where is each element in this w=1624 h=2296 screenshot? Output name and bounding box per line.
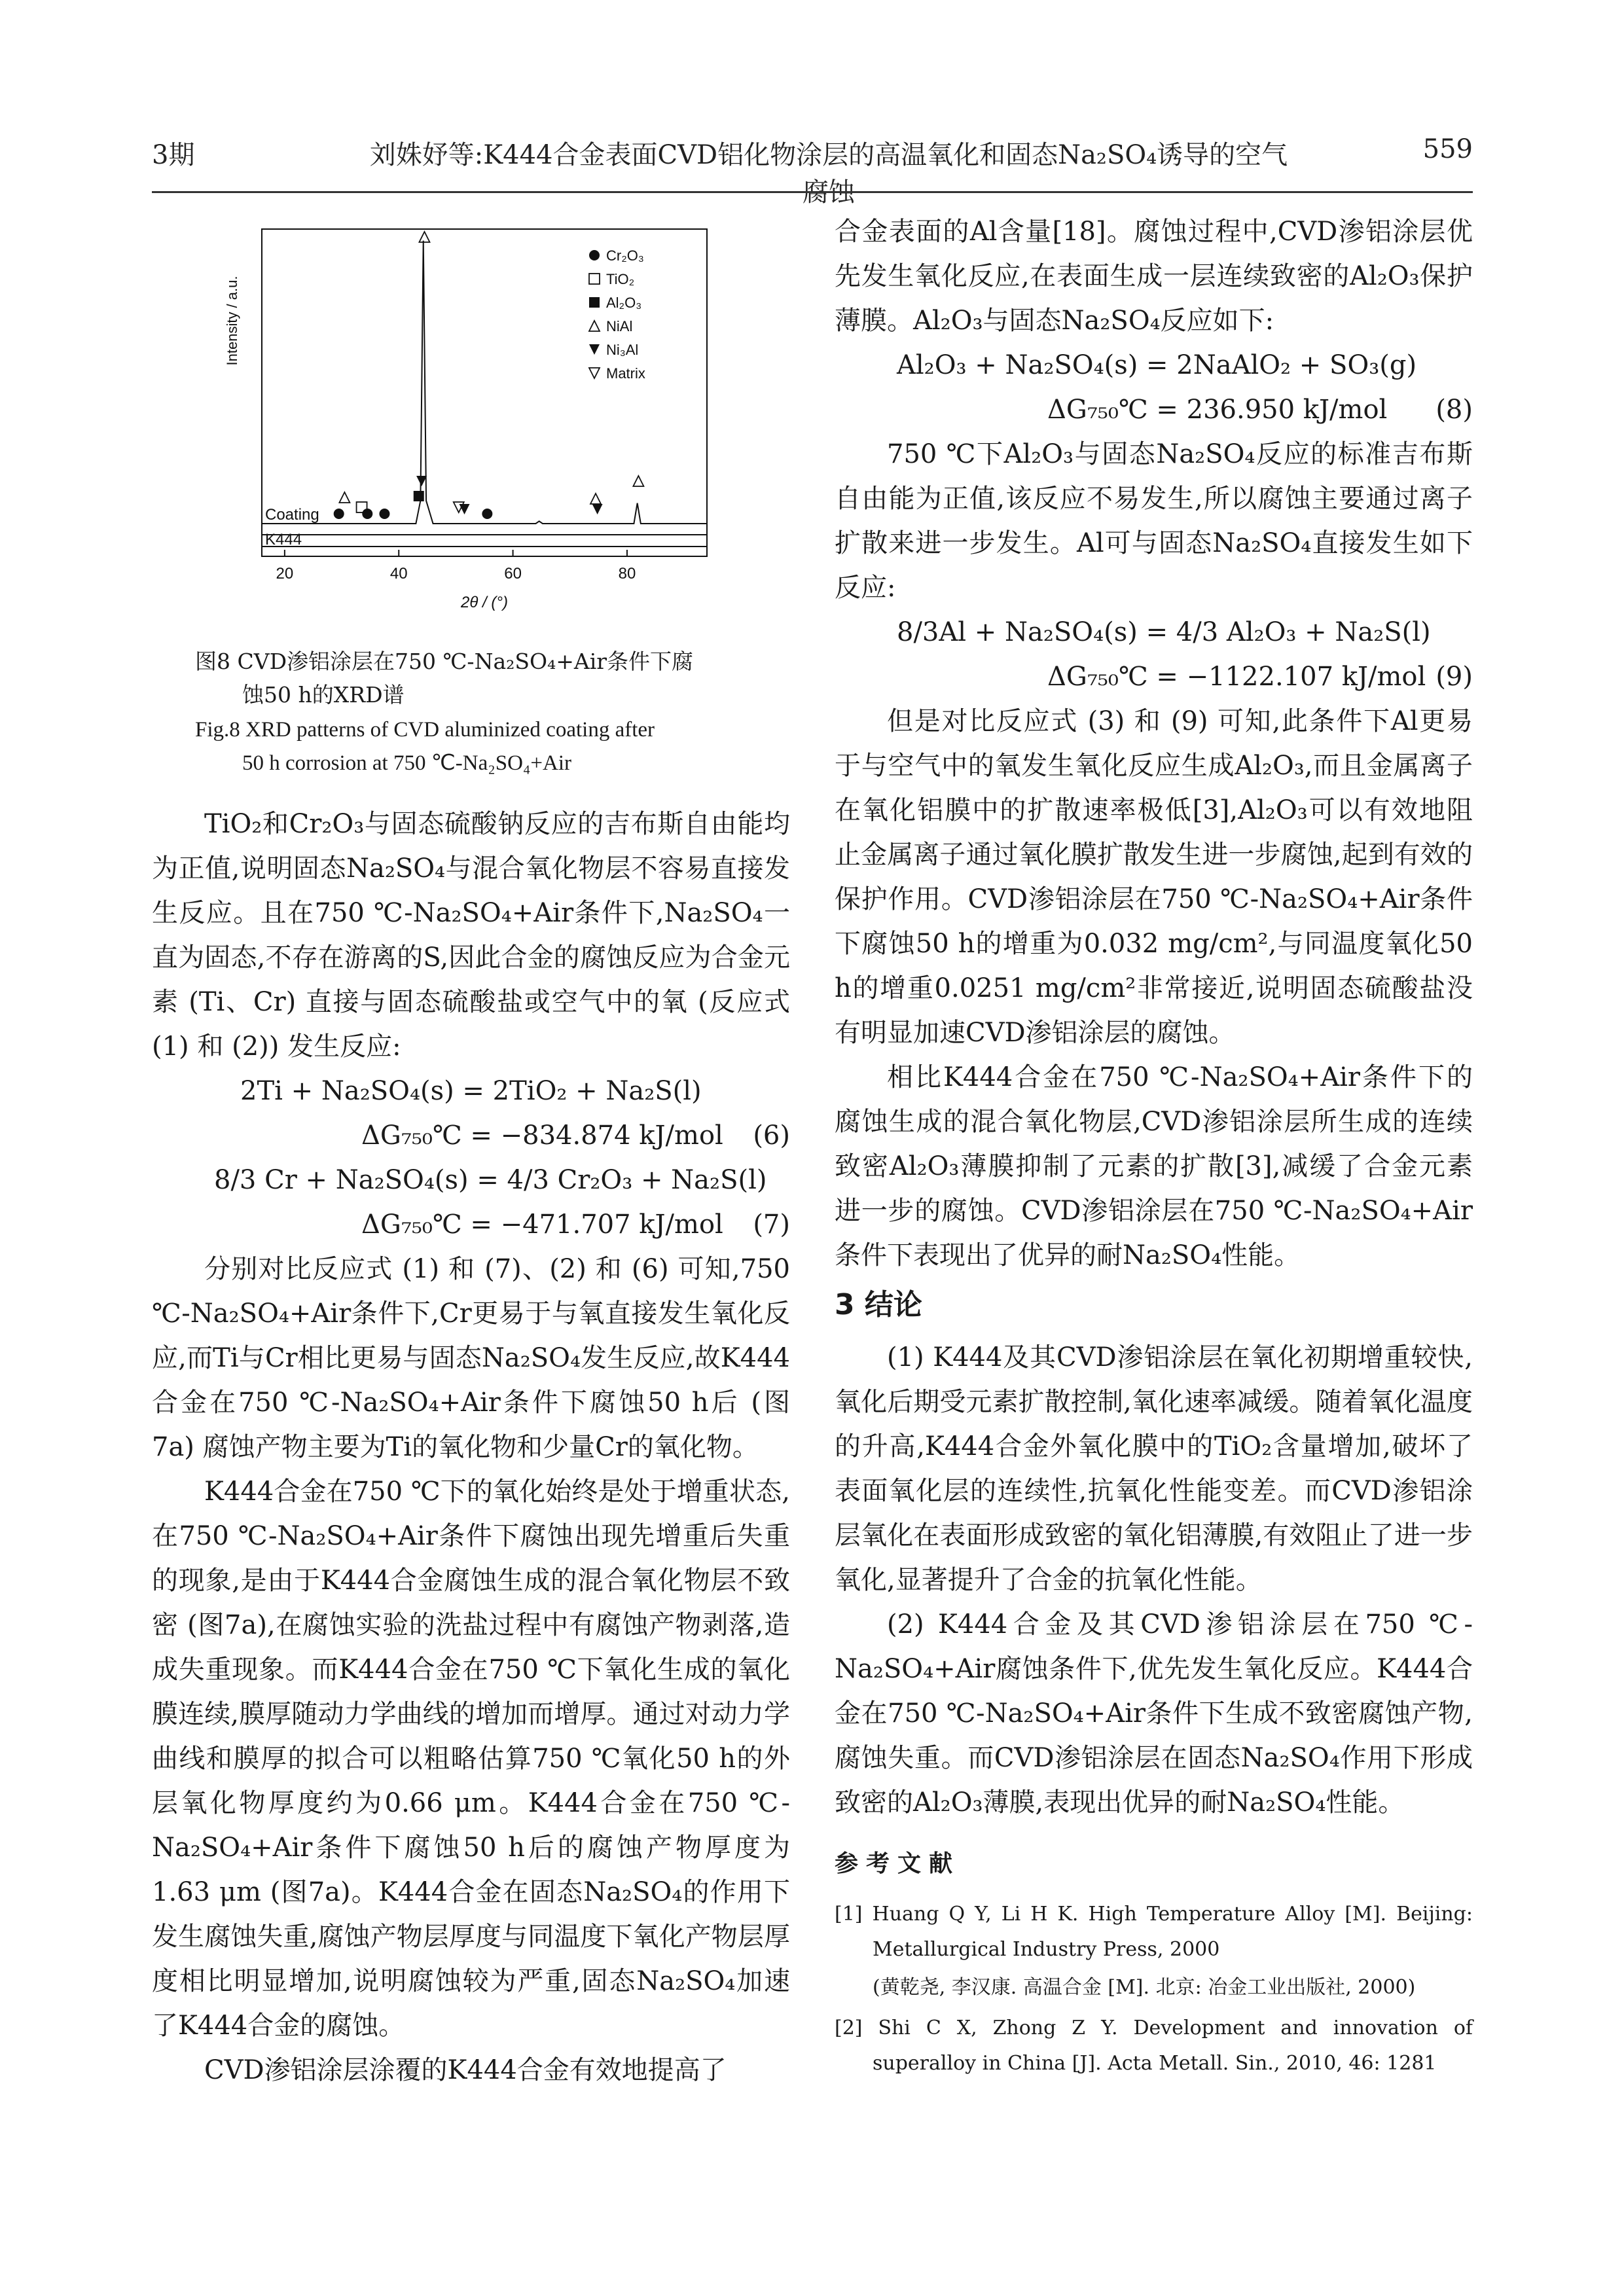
paragraph: TiO₂和Cr₂O₃与固态硫酸钠反应的吉布斯自由能均为正值,说明固态Na₂SO₄与混合氧化物层不容易直接发生反应。且在750 ℃-Na₂SO₄+Air条件下,Na₂SO₄一直为固态,不存在游离的S,因此合金的腐蚀反应为合金元素 (Ti、Cr) 直接与固态硫酸盐或空气中的氧 (反应式 (1) 和 (2)) 发生反应:	[152, 809, 790, 1062]
x-tick-label: 60	[504, 565, 522, 583]
reference-item: [1] Huang Q Y, Li H K. High Temperature Alloy [M]. Beijing: Metallurgical Industry Press, 2000	[835, 1903, 1473, 1961]
equation-number: (8)	[1435, 395, 1473, 425]
equation-number: (7)	[753, 1210, 790, 1240]
paragraph: (2) K444合金及其CVD渗铝涂层在750 ℃-Na₂SO₄+Air腐蚀条件下,优先发生氧化反应。K444合金在750 ℃-Na₂SO₄+Air条件下生成不致密腐蚀产物,腐蚀失重。而CVD渗铝涂层在固态Na₂SO₄作用下形成致密的Al₂O₃薄膜,表现出优异的耐Na₂SO₄性能。	[835, 1609, 1473, 1818]
legend-symbol-open-square	[589, 274, 600, 284]
paragraph: 分别对比反应式 (1) 和 (7)、(2) 和 (6) 可知,750 ℃-Na₂SO₄+Air条件下,Cr更易于与氧直接发生氧化反应,而Ti与Cr相比更易与固态Na₂SO₄发生反应,故K444合金在750 ℃-Na₂SO₄+Air条件下腐蚀50 h后 (图7a) 腐蚀产物主要为Ti的氧化物和少量Cr的氧化物。	[152, 1254, 790, 1462]
peak-marker-filled-square	[414, 491, 424, 501]
legend-symbol-filled-triangle-down	[589, 344, 600, 355]
paragraph: CVD渗铝涂层涂覆的K444合金有效地提高了	[204, 2055, 727, 2085]
header-rule	[152, 191, 1473, 193]
series-label-coating: Coating	[265, 506, 319, 524]
issue-label: 3期	[152, 140, 195, 170]
equation-9a: 8/3Al + Na₂SO₄(s) = 4/3 Al₂O₃ + Na₂S(l)	[897, 617, 1431, 647]
paragraph: (1) K444及其CVD渗铝涂层在氧化初期增重较快,氧化后期受元素扩散控制,氧化速率减缓。随着氧化温度的升高,K444合金外氧化膜中的TiO₂含量增加,破坏了表面氧化层的连续性,抗氧化性能变差。而CVD渗铝涂层氧化在表面形成致密的氧化铝薄膜,有效阻止了进一步氧化,显著提升了合金的抗氧化性能。	[835, 1342, 1473, 1595]
legend-symbol-open-triangle-down	[589, 368, 600, 378]
equation-9b: ΔG₇₅₀℃ = −1122.107 kJ/mol (9)	[835, 655, 1473, 699]
x-axis-label: 2θ / (°)	[461, 594, 508, 611]
equation-7a: 8/3 Cr + Na₂SO₄(s) = 4/3 Cr₂O₃ + Na₂S(l)	[214, 1165, 767, 1195]
page-number: 559	[1422, 134, 1473, 164]
caption-cn-line1: 图8 CVD渗铝涂层在750 ℃-Na₂SO₄+Air条件下腐	[195, 649, 694, 674]
peak-marker-filled-triangle-down	[416, 476, 427, 486]
series-line-coating	[262, 241, 707, 524]
figure-caption-cn	[195, 645, 784, 711]
equation-number: (6)	[753, 1121, 790, 1151]
references-heading: 参考文献	[835, 1850, 961, 1877]
legend-label: Al₂O₃	[606, 295, 642, 311]
paragraph: 合金表面的Al含量[18]。腐蚀过程中,CVD渗铝涂层优先发生氧化反应,在表面生成一层连续致密的Al₂O₃保护薄膜。Al₂O₃与固态Na₂SO₄反应如下:	[835, 217, 1473, 336]
peak-marker-filled-triangle-down	[592, 504, 603, 514]
x-tick-label: 40	[389, 565, 408, 583]
running-title: 刘姝妤等:K444合金表面CVD铝化物涂层的高温氧化和固态Na₂SO₄诱导的空气腐蚀	[369, 140, 1288, 207]
legend-symbol-filled-square	[589, 297, 600, 308]
paragraph: 750 ℃下Al₂O₃与固态Na₂SO₄反应的标准吉布斯自由能为正值,该反应不易发生,所以腐蚀主要通过离子扩散来进一步发生。Al可与固态Na₂SO₄直接发生如下反应:	[835, 439, 1473, 603]
equation-7b: ΔG₇₅₀℃ = −471.707 kJ/mol (7)	[152, 1202, 790, 1247]
caption-en-line2: 50 h corrosion at 750 ℃-Na₂SO₄+Air	[242, 751, 572, 775]
peak-marker-open-triangle-up	[339, 492, 350, 503]
equation-6b: ΔG₇₅₀℃ = −834.874 kJ/mol (6)	[152, 1113, 790, 1158]
figure-caption-en	[195, 713, 784, 780]
legend-symbol-open-triangle-up	[589, 321, 600, 331]
equation-number: (9)	[1435, 662, 1473, 692]
paragraph: 相比K444合金在750 ℃-Na₂SO₄+Air条件下的腐蚀生成的混合氧化物层,CVD渗铝涂层所生成的连续致密Al₂O₃薄膜抑制了元素的扩散[3],减缓了合金元素进一步的腐蚀。CVD渗铝涂层在750 ℃-Na₂SO₄+Air条件下表现出了优异的耐Na₂SO₄性能。	[835, 1062, 1473, 1270]
legend-symbol-filled-circle	[589, 250, 600, 260]
legend-label: Cr₂O₃	[606, 247, 644, 264]
equation-6a: 2Ti + Na₂SO₄(s) = 2TiO₂ + Na₂S(l)	[240, 1076, 702, 1106]
legend-label: Matrix	[606, 365, 645, 382]
series-label-k444: K444	[265, 531, 302, 548]
section-title: 3 结论	[835, 1288, 922, 1321]
equation-8a: Al₂O₃ + Na₂SO₄(s) = 2NaAlO₂ + SO₃(g)	[897, 350, 1417, 380]
left-column	[152, 802, 790, 2092]
caption-cn-line2: 蚀50 h的XRD谱	[242, 682, 405, 708]
plot-frame	[262, 229, 707, 556]
peak-marker-filled-circle	[482, 509, 492, 519]
legend-label: Ni₃Al	[606, 342, 639, 358]
peak-marker-open-triangle-up	[419, 232, 429, 242]
peak-marker-filled-circle	[379, 509, 389, 519]
x-tick-label: 80	[618, 565, 636, 583]
caption-en-line1: Fig.8 XRD patterns of CVD aluminized coating after	[195, 718, 655, 742]
legend-label: TiO₂	[606, 271, 635, 287]
right-column	[835, 209, 1473, 2084]
peak-marker-open-triangle-up	[590, 493, 601, 504]
peak-marker-open-triangle-up	[633, 476, 643, 486]
x-tick-label: 20	[276, 565, 294, 583]
peak-marker-filled-circle	[334, 509, 344, 519]
reference-item: [2] Shi C X, Zhong Z Y. Development and innovation of superalloy in China [J]. Acta Metall. Sin., 2010, 46: 1281	[835, 2017, 1473, 2075]
equation-8b: ΔG₇₅₀℃ = 236.950 kJ/mol (8)	[835, 387, 1473, 432]
paragraph: K444合金在750 ℃下的氧化始终是处于增重状态,在750 ℃-Na₂SO₄+Air条件下腐蚀出现先增重后失重的现象,是由于K444合金腐蚀生成的混合氧化物层不致密 (图7a),在腐蚀实验的洗盐过程中有腐蚀产物剥落,造成失重现象。而K444合金在750 ℃下氧化生成的氧化膜连续,膜厚随动力学曲线的增加而增厚。通过对动力学曲线和膜厚的拟合可以粗略估算750 ℃氧化50 h的外层氧化物厚度约为0.66 μm。K444合金在750 ℃-Na₂SO₄+Air条件下腐蚀50 h后的腐蚀产物厚度为1.63 μm (图7a)。K444合金在固态Na₂SO₄的作用下发生腐蚀失重,腐蚀产物层厚度与同温度下氧化产物层厚度相比明显增加,说明腐蚀较为严重,固态Na₂SO₄加速了K444合金的腐蚀。	[152, 1477, 790, 2041]
y-axis-label: Intensity / a.u.	[224, 276, 240, 366]
reference-item-cn: (黄乾尧, 李汉康. 高温合金 [M]. 北京: 冶金工业出版社, 2000)	[873, 1976, 1416, 1999]
legend-label: NiAl	[606, 318, 633, 334]
xrd-chart	[216, 216, 779, 628]
paragraph: 但是对比反应式 (3) 和 (9) 可知,此条件下Al更易于与空气中的氧发生氧化反应生成Al₂O₃,而且金属离子在氧化铝膜中的扩散速率极低[3],Al₂O₃可以有效地阻止金属离子通过氧化膜扩散发生进一步腐蚀,起到有效的保护作用。CVD渗铝涂层在750 ℃-Na₂SO₄+Air条件下腐蚀50 h的增重为0.032 mg/cm²,与同温度氧化50 h的增重0.0251 mg/cm²非常接近,说明固态硫酸盐没有明显加速CVD渗铝涂层的腐蚀。	[835, 706, 1473, 1048]
